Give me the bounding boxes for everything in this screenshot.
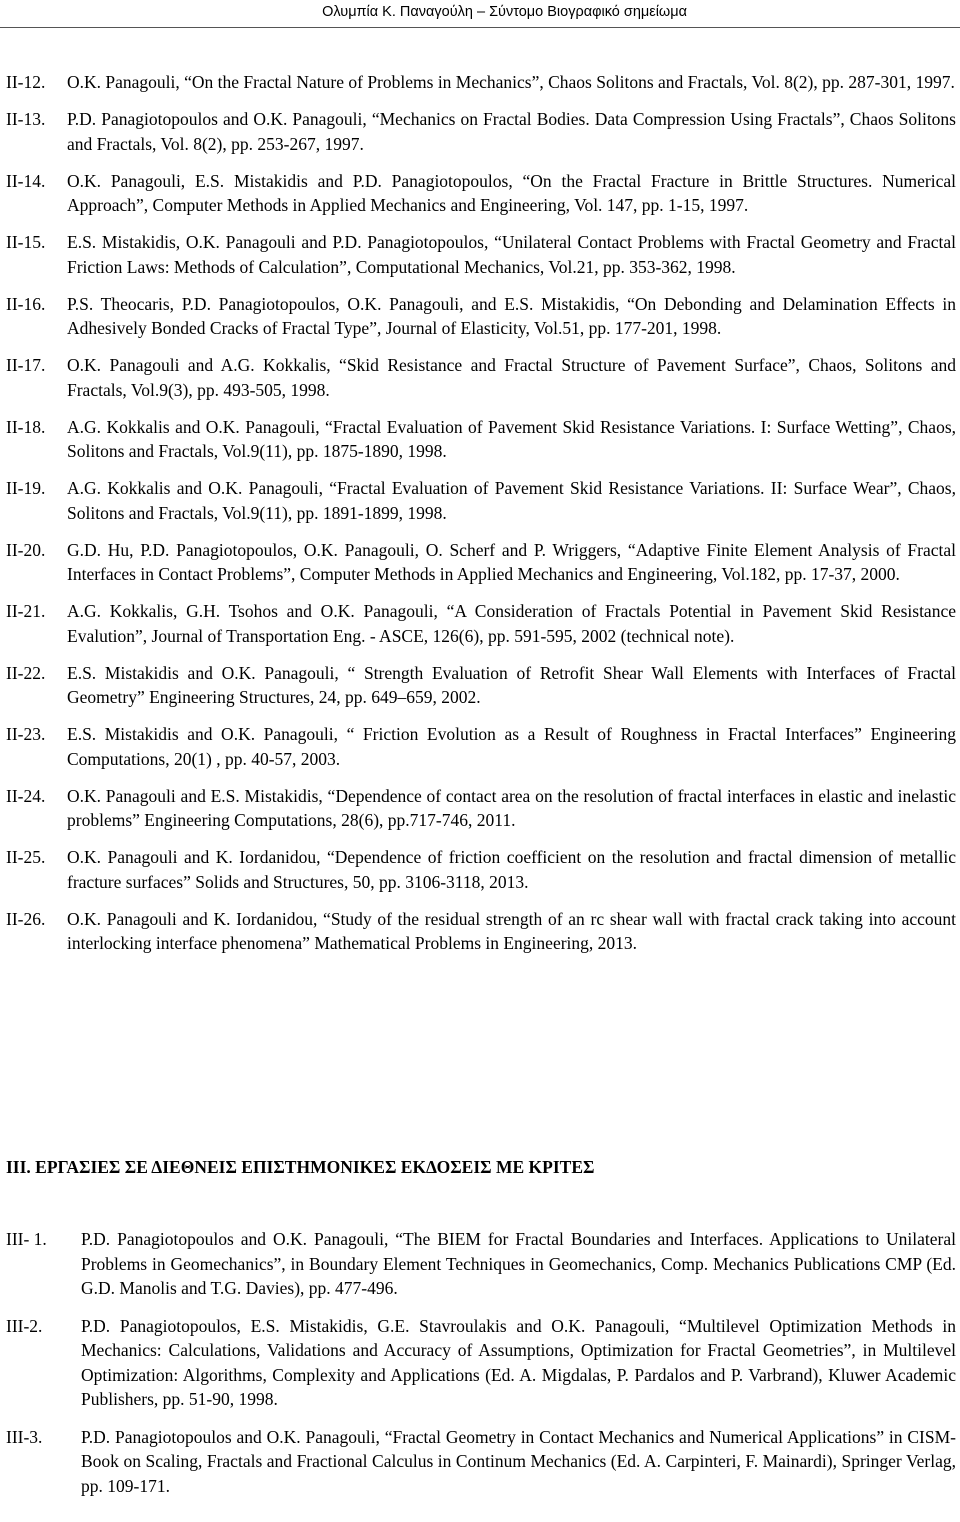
page-header-title: Ολυμπία Κ. Παναγούλη – Σύντομο Βιογραφικό σημείωμα xyxy=(322,4,687,20)
reference-entry xyxy=(6,784,956,833)
reference-entry xyxy=(6,1314,956,1412)
reference-text: E.S. Mistakidis and O.K. Panagouli, “ Strength Evaluation of Retrofit Shear Wall Elements with Interfaces of Fractal Geometry” Engineering Structures, 24, pp. 649–659, 2002. xyxy=(67,662,956,707)
reference-text: O.K. Panagouli and K. Iordanidou, “Dependence of friction coefficient on the resolution and fractal dimension of metallic fracture surfaces” Solids and Structures, 50, pp. 3106-3118, 2013. xyxy=(67,847,956,892)
reference-text: A.G. Kokkalis and O.K. Panagouli, “Fractal Evaluation of Pavement Skid Resistance Variations. II: Surface Wear”, Chaos, Solitons and Fractals, Vol.9(11), pp. 1891-1899, 1998. xyxy=(67,478,956,523)
header-divider xyxy=(0,27,960,28)
reference-entry xyxy=(6,353,956,402)
reference-entry xyxy=(6,70,956,95)
reference-text: A.G. Kokkalis, G.H. Tsohos and O.K. Panagouli, “A Consideration of Fractals Potential in Pavement Skid Resistance Evalution”, Journal of Transportation Eng. - ASCE, 126(6), pp. 591-595, 2002 (technical note). xyxy=(67,601,956,646)
reference-text: G.D. Hu, P.D. Panagiotopoulos, O.K. Panagouli, O. Scherf and P. Wriggers, “Adaptive Finite Element Analysis of Fractal Interfaces in Contact Problems”, Computer Methods in Applied Mechanics and Engineering, Vol.182, pp. 17-37, 2000. xyxy=(67,539,956,584)
reference-text: P.S. Theocaris, P.D. Panagiotopoulos, O.K. Panagouli, and E.S. Mistakidis, “On Debonding and Delamination Effects in Adhesively Bonded Cracks of Fractal Type”, Journal of Elasticity, Vol.51, pp. 177-201, 1998. xyxy=(67,293,956,338)
reference-text: O.K. Panagouli, E.S. Mistakidis and P.D. Panagiotopoulos, “On the Fractal Fracture in Brittle Structures. Numerical Approach”, Computer Methods in Applied Mechanics and Engineering, Vol. 147, pp. 1-15, 1997. xyxy=(67,170,956,215)
reference-number: III- 1. xyxy=(6,1229,47,1249)
reference-text: O.K. Panagouli and K. Iordanidou, “Study of the residual strength of an rc shear wall with fractal crack taking into account interlocking interface phenomena” Mathematical Problems in Engineering, 2013. xyxy=(67,908,956,953)
reference-number: II-17. xyxy=(6,355,46,375)
reference-entry xyxy=(6,292,956,341)
reference-number: II-25. xyxy=(6,847,46,867)
reference-number: II-22. xyxy=(6,662,46,683)
references-section-3 xyxy=(6,1227,956,1511)
reference-entry xyxy=(6,1425,956,1499)
reference-text: O.K. Panagouli, “On the Fractal Nature of Problems in Mechanics”, Chaos Solitons and Fractals, Vol. 8(2), pp. 287-301, 1997. xyxy=(67,72,955,92)
reference-number: II-20. xyxy=(6,539,46,560)
reference-entry xyxy=(6,661,956,710)
reference-entry xyxy=(6,1227,956,1301)
reference-entry xyxy=(6,107,956,156)
reference-number: II-12. xyxy=(6,72,46,92)
reference-entry xyxy=(6,169,956,218)
reference-entry xyxy=(6,415,956,464)
reference-text: P.D. Panagiotopoulos and O.K. Panagouli, “Mechanics on Fractal Bodies. Data Compression Using Fractals”, Chaos Solitons and Fractals, Vol. 8(2), pp. 253-267, 1997. xyxy=(67,109,956,154)
reference-text: E.S. Mistakidis and O.K. Panagouli, “ Friction Evolution as a Result of Roughness in Fractal Interfaces” Engineering Computations, 20(1) , pp. 40-57, 2003. xyxy=(67,724,956,769)
reference-number: II-26. xyxy=(6,908,46,929)
reference-number: II-21. xyxy=(6,601,46,621)
reference-number: II-14. xyxy=(6,170,46,191)
reference-number: II-23. xyxy=(6,724,46,744)
reference-number: III-2. xyxy=(6,1315,43,1336)
reference-text: P.D. Panagiotopoulos and O.K. Panagouli, “Fractal Geometry in Contact Mechanics and Numerical Applications” in CISM-Book on Scaling, Fractals and Fractional Calculus in Continum Mechanics (Ed. A. Carpinteri, F. Mainardi), Springer Verlag, pp. 109-171. xyxy=(81,1426,956,1496)
reference-text: O.K. Panagouli and A.G. Kokkalis, “Skid Resistance and Fractal Structure of Pavement Surface”, Chaos, Solitons and Fractals, Vol.9(3), pp. 493-505, 1998. xyxy=(67,355,956,400)
references-section-2 xyxy=(6,70,956,968)
reference-entry xyxy=(6,907,956,956)
reference-text: P.D. Panagiotopoulos and O.K. Panagouli, “The BIEM for Fractal Boundaries and Interfaces. Applications to Unilateral Problems in Geomechanics”, in Boundary Element Techniques in Geomechanics, Comp. Mechanics Publications CMP (Ed. G.D. Manolis and T.G. Davies), pp. 477-496. xyxy=(81,1229,956,1298)
section-heading: III. ΕΡΓΑΣΙΕΣ ΣΕ ΔΙΕΘΝΕΙΣ ΕΠΙΣΤΗΜΟΝΙΚΕΣ ΕΚΔΟΣΕΙΣ ΜΕ ΚΡΙΤΕΣ xyxy=(6,1157,595,1177)
reference-text: E.S. Mistakidis, O.K. Panagouli and P.D. Panagiotopoulos, “Unilateral Contact Problems with Fractal Geometry and Fractal Friction Laws: Methods of Calculation”, Computational Mechanics, Vol.21, pp. 353-362, 1998. xyxy=(67,232,956,277)
reference-number: II-19. xyxy=(6,478,46,498)
reference-text: O.K. Panagouli and E.S. Mistakidis, “Dependence of contact area on the resolution of fractal interfaces in elastic and inelastic problems” Engineering Computations, 28(6), pp.717-746, 2011. xyxy=(67,785,956,830)
reference-text: P.D. Panagiotopoulos, E.S. Mistakidis, G.E. Stavroulakis and O.K. Panagouli, “Multilevel Optimization Methods in Mechanics: Calculations, Validations and Accuracy of Assumptions, Optimization for Fractal Geometries”, in Multilevel Optimization: Algorithms, Complexity and Applications (Ed. A. Migdalas, P. Pardalos and P. Varbrand), Kluwer Academic Publishers, pp. 51-90, 1998. xyxy=(81,1315,956,1409)
reference-entry xyxy=(6,538,956,587)
reference-entry xyxy=(6,230,956,279)
reference-number: III-3. xyxy=(6,1426,43,1447)
reference-number: II-15. xyxy=(6,232,46,252)
reference-number: II-18. xyxy=(6,416,46,437)
reference-entry xyxy=(6,722,956,771)
reference-number: II-13. xyxy=(6,109,46,129)
reference-entry xyxy=(6,845,956,894)
reference-entry xyxy=(6,476,956,525)
reference-number: II-24. xyxy=(6,785,46,806)
reference-number: II-16. xyxy=(6,293,46,314)
reference-entry xyxy=(6,599,956,648)
reference-text: A.G. Kokkalis and O.K. Panagouli, “Fractal Evaluation of Pavement Skid Resistance Variations. I: Surface Wetting”, Chaos, Solitons and Fractals, Vol.9(11), pp. 1875-1890, 1998. xyxy=(67,416,956,461)
